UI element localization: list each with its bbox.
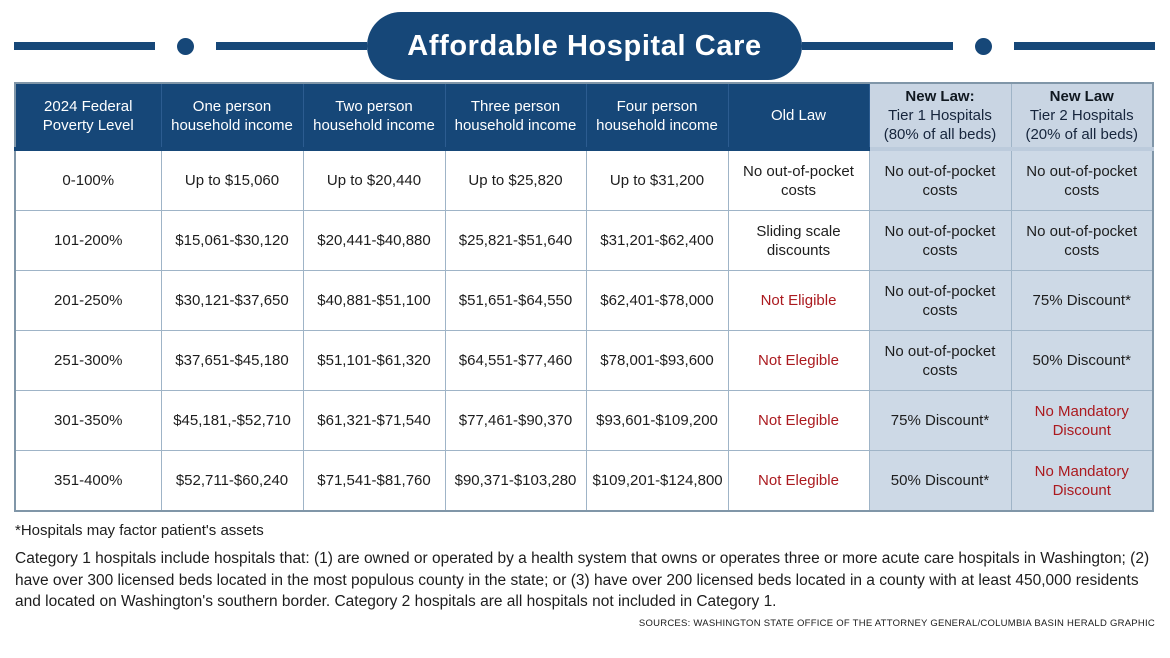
table-cell: $37,651-$45,180 xyxy=(161,331,303,391)
title-line-left-inner xyxy=(216,42,367,50)
title-line-right-inner xyxy=(802,42,953,50)
page-title: Affordable Hospital Care xyxy=(407,30,762,62)
table-cell: $78,001-$93,600 xyxy=(586,331,728,391)
table-row xyxy=(15,211,1153,271)
tier1-hospitals: Tier 1 Hospitals xyxy=(888,107,992,124)
table-cell: $93,601-$109,200 xyxy=(586,391,728,451)
table-cell: No out-of-pocket costs xyxy=(1011,211,1153,271)
table-cell: $20,441-$40,880 xyxy=(303,211,445,271)
table-cell: $51,651-$64,550 xyxy=(445,271,586,331)
title-dot-left xyxy=(177,38,194,55)
table-cell: 50% Discount* xyxy=(1011,331,1153,391)
table-cell: No Mandatory Discount xyxy=(1011,451,1153,512)
category-definition-note: Category 1 hospitals include hospitals that: (1) are owned or operated by a health system that owns or operates three or more acute care hospitals in Washington; (2) have over 300 licensed beds located in the most populous county in the state; or (3) have over 200 licensed beds located in a county with at least 450,000 residents and located on Washington's southern border. Category 2 hospitals are all hospitals not included in Category 1. xyxy=(15,550,1150,610)
table-cell: Up to $15,060 xyxy=(161,149,303,211)
table-cell: $40,881-$51,100 xyxy=(303,271,445,331)
table-cell: 201-250% xyxy=(15,271,161,331)
tier1-title: New Law: xyxy=(905,88,975,105)
col-header-old-law: Old Law xyxy=(728,83,869,149)
table-cell: Not Eligible xyxy=(728,271,869,331)
table-cell: $90,371-$103,280 xyxy=(445,451,586,512)
title-line-right-outer xyxy=(1014,42,1155,50)
table-cell: Up to $20,440 xyxy=(303,149,445,211)
table-row xyxy=(15,331,1153,391)
title-line-left-outer xyxy=(14,42,155,50)
table-cell: No out-of-pocket costs xyxy=(1011,149,1153,211)
title-band xyxy=(14,12,1155,80)
title-pill xyxy=(367,12,801,80)
table-cell: $64,551-$77,460 xyxy=(445,331,586,391)
table-cell: No out-of-pocket costs xyxy=(869,211,1011,271)
table-cell: $52,711-$60,240 xyxy=(161,451,303,512)
table-cell: No out-of-pocket costs xyxy=(869,271,1011,331)
tier2-hospitals: Tier 2 Hospitals xyxy=(1029,107,1134,124)
col-header-one-person: One person household income xyxy=(161,83,303,149)
table-cell: Up to $25,820 xyxy=(445,149,586,211)
table-cell: $51,101-$61,320 xyxy=(303,331,445,391)
col-header-new-law-tier2 xyxy=(1011,83,1153,149)
table-cell: 50% Discount* xyxy=(869,451,1011,512)
table-row xyxy=(15,391,1153,451)
table-cell: Not Elegible xyxy=(728,391,869,451)
table-cell: 75% Discount* xyxy=(1011,271,1153,331)
assets-footnote: *Hospitals may factor patient's assets xyxy=(15,522,264,539)
table-cell: 101-200% xyxy=(15,211,161,271)
col-header-two-person: Two person household income xyxy=(303,83,445,149)
tier1-beds: (80% of all beds) xyxy=(883,126,997,143)
col-header-four-person: Four person household income xyxy=(586,83,728,149)
table-row xyxy=(15,149,1153,211)
affordability-table xyxy=(14,82,1154,512)
table-cell: Sliding scale discounts xyxy=(728,211,869,271)
sources-credit: SOURCES: WASHINGTON STATE OFFICE OF THE ATTORNEY GENERAL/COLUMBIA BASIN HERALD GRAPHIC xyxy=(638,618,1155,629)
header-row xyxy=(15,83,1153,149)
tier2-beds: (20% of all beds) xyxy=(1025,126,1139,143)
table-cell: $31,201-$62,400 xyxy=(586,211,728,271)
table-cell: No Mandatory Discount xyxy=(1011,391,1153,451)
table-cell: 0-100% xyxy=(15,149,161,211)
table-cell: $62,401-$78,000 xyxy=(586,271,728,331)
table-cell: $109,201-$124,800 xyxy=(586,451,728,512)
table-cell: Up to $31,200 xyxy=(586,149,728,211)
table-cell: $25,821-$51,640 xyxy=(445,211,586,271)
table-cell: $77,461-$90,370 xyxy=(445,391,586,451)
col-header-poverty-level: 2024 Federal Poverty Level xyxy=(15,83,161,149)
tier2-title: New Law xyxy=(1049,88,1114,105)
table-cell: 251-300% xyxy=(15,331,161,391)
col-header-three-person: Three person household income xyxy=(445,83,586,149)
table-cell: $30,121-$37,650 xyxy=(161,271,303,331)
table-cell: 301-350% xyxy=(15,391,161,451)
table-cell: No out-of-pocket costs xyxy=(869,149,1011,211)
table-cell: $61,321-$71,540 xyxy=(303,391,445,451)
table-cell: No out-of-pocket costs xyxy=(728,149,869,211)
table-cell: $15,061-$30,120 xyxy=(161,211,303,271)
table-cell: 75% Discount* xyxy=(869,391,1011,451)
table-cell: No out-of-pocket costs xyxy=(869,331,1011,391)
table-cell: $71,541-$81,760 xyxy=(303,451,445,512)
title-dot-right xyxy=(975,38,992,55)
table-cell: Not Elegible xyxy=(728,331,869,391)
col-header-new-law-tier1 xyxy=(869,83,1011,149)
table-row xyxy=(15,451,1153,512)
table-cell: $45,181,-$52,710 xyxy=(161,391,303,451)
table-cell: 351-400% xyxy=(15,451,161,512)
table-row xyxy=(15,271,1153,331)
table-cell: Not Elegible xyxy=(728,451,869,512)
